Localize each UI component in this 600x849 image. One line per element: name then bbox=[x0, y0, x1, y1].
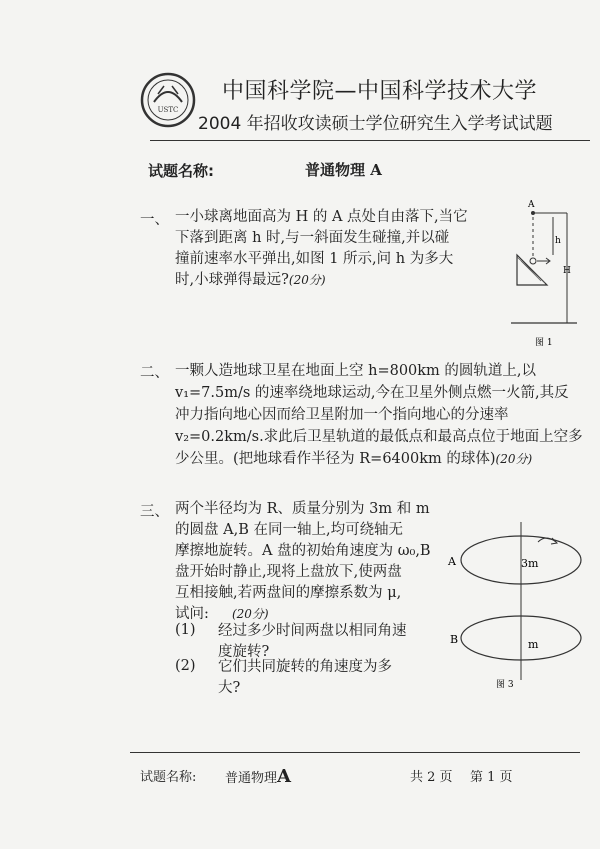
text-line: 时,小球弹得最远?(20分) bbox=[175, 272, 326, 288]
figure-3-label-bottom: m bbox=[528, 638, 539, 651]
text-line: v₂=0.2km/s.求此后卫星轨道的最低点和最高点位于地面上空多 bbox=[175, 429, 583, 445]
figure-1-label-H: H bbox=[563, 266, 571, 276]
figure-1-caption: 图 1 bbox=[535, 338, 553, 348]
score-note: (20分) bbox=[231, 607, 269, 621]
page-title: 中国科学院—中国科学技术大学 bbox=[222, 79, 538, 104]
text-line: 下落到距离 h 时,与一斜面发生碰撞,并以碰 bbox=[175, 230, 450, 246]
figure-3-diagram bbox=[438, 520, 598, 695]
sub-question-2-text bbox=[218, 657, 448, 699]
question-1-number: 一、 bbox=[140, 212, 169, 228]
header-divider bbox=[150, 140, 590, 141]
sub-question-2-number: (2) bbox=[175, 658, 196, 674]
figure-1-label-a: A bbox=[528, 200, 535, 210]
figure-3-label-b: B bbox=[450, 633, 459, 646]
footer-total-pages: 共 2 页 bbox=[410, 770, 453, 785]
logo-text: USTC bbox=[157, 106, 179, 114]
question-3-text bbox=[175, 499, 445, 625]
text-line: 冲力指向地心因而给卫星附加一个指向地心的分速率 bbox=[175, 407, 509, 423]
text-line: 两个半径均为 R、质量分别为 3m 和 m bbox=[175, 501, 430, 517]
text-line: 摩擦地旋转。A 盘的初始角速度为 ω₀,B bbox=[175, 543, 431, 559]
text-line: 度旋转? bbox=[218, 644, 270, 660]
score-note: (20分) bbox=[495, 452, 533, 466]
subject-name: 普通物理 A bbox=[305, 161, 382, 179]
text-line: 一颗人造地球卫星在地面上空 h=800km 的圆轨道上,以 bbox=[175, 363, 537, 379]
text-line: 一小球离地面高为 H 的 A 点处自由落下,当它 bbox=[175, 209, 468, 225]
figure-3-caption: 图 3 bbox=[496, 680, 514, 690]
text-line: 试问: (20分) bbox=[175, 606, 269, 622]
sub-question-1-number: (1) bbox=[175, 622, 196, 638]
text-line: 经过多少时间两盘以相同角速 bbox=[218, 623, 407, 639]
text-line: v₁=7.5m/s 的速率绕地球运动,今在卫星外侧点燃一火箭,其反 bbox=[175, 385, 569, 401]
figure-3-label-a: A bbox=[448, 555, 456, 568]
subject-label: 试题名称: bbox=[148, 162, 214, 180]
figure-3-label-top: 3m bbox=[521, 557, 539, 570]
figure-1-label-h: h bbox=[555, 236, 561, 246]
text-line: 互相接触,若两盘间的摩擦系数为 μ, bbox=[175, 585, 402, 601]
text-line: 撞前速率水平弹出,如图 1 所示,问 h 为多大 bbox=[175, 251, 454, 267]
footer-divider bbox=[130, 752, 580, 753]
footer-page-number: 第 1 页 bbox=[470, 770, 513, 785]
text-line: 盘开始时静止,现将上盘放下,使两盘 bbox=[175, 564, 402, 580]
page-subtitle: 2004 年招收攻读硕士学位研究生入学考试试题 bbox=[198, 114, 553, 134]
question-3-number: 三、 bbox=[140, 504, 169, 520]
question-2-text bbox=[175, 360, 585, 470]
question-1-text bbox=[175, 207, 505, 291]
question-2-number: 二、 bbox=[140, 365, 169, 381]
text-line: 它们共同旋转的角速度为多 bbox=[218, 659, 392, 675]
text-line: 的圆盘 A,B 在同一轴上,均可绕轴无 bbox=[175, 522, 404, 538]
figure-1-diagram bbox=[505, 195, 585, 355]
score-note: (20分) bbox=[288, 273, 326, 287]
footer-letter: A bbox=[277, 766, 291, 787]
text-line: 大? bbox=[218, 680, 241, 696]
text-line: 少公里。(把地球看作半径为 R=6400km 的球体)(20分) bbox=[175, 451, 533, 467]
footer-subject-label: 试题名称: bbox=[140, 770, 197, 785]
footer-subject: 普通物理A bbox=[225, 766, 291, 787]
university-seal-icon bbox=[140, 72, 196, 128]
